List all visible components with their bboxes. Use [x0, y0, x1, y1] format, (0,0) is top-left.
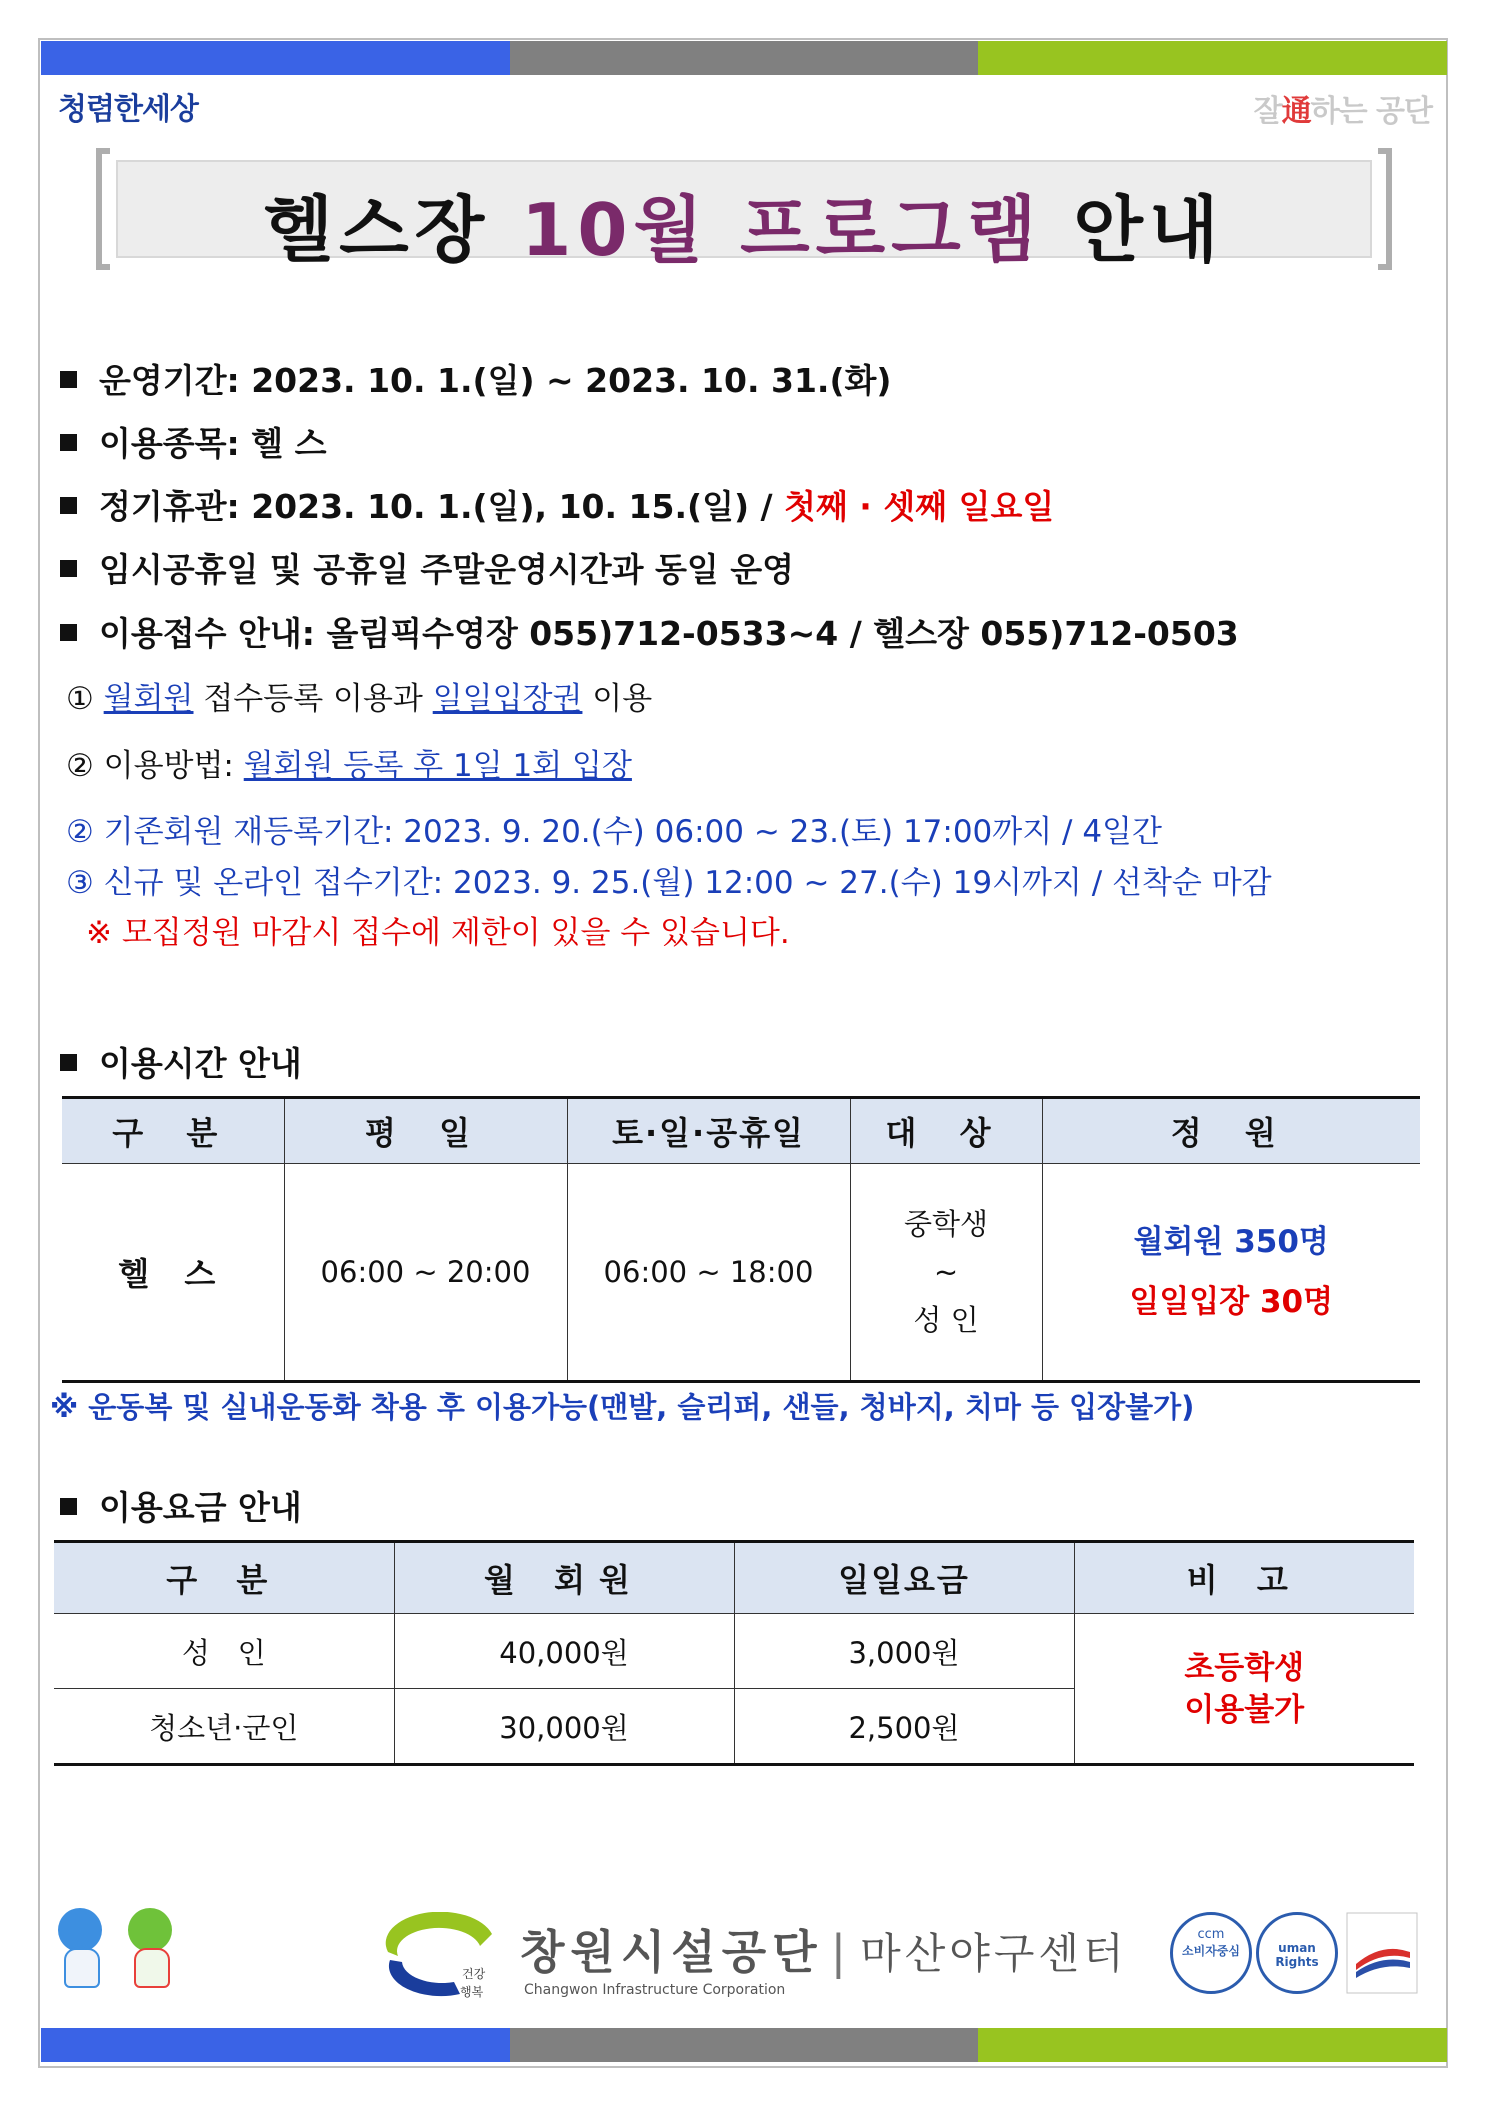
svg-text:건강: 건강	[462, 1967, 486, 1981]
fee-monthly: 40,000원	[394, 1614, 734, 1689]
info-closed: 정기휴관: 2023. 10. 1.(일), 10. 15.(일) / 첫째 · 셋째 일요일	[60, 481, 1054, 528]
hours-weekday: 06:00 ~ 20:00	[284, 1164, 567, 1382]
note-2: ② 이용방법: 월회원 등록 후 1일 1회 입장	[66, 748, 632, 784]
corporation-name: 창원시설공단 | 마산야구센터	[520, 1925, 1128, 1979]
daily-ticket-link[interactable]: 일일입장권	[432, 681, 583, 717]
fees-col-daily: 일일요금	[734, 1542, 1074, 1614]
usage-method-link[interactable]: 월회원 등록 후 1일 1회 입장	[243, 748, 632, 784]
fee-remark: 초등학생 이용불가	[1074, 1614, 1414, 1765]
mascot-blue-icon	[52, 1908, 108, 1986]
bottom-color-stripe	[41, 2028, 1447, 2062]
hours-table	[62, 1096, 1420, 1383]
hours-col-category: 구 분	[62, 1098, 284, 1164]
note-3: ② 기존회원 재등록기간: 2023. 9. 20.(수) 06:00 ~ 23.(토) 17:00까지 / 4일간	[66, 814, 1162, 850]
bullet-square-icon	[60, 624, 77, 641]
human-rights-badge-icon: uman Rights	[1256, 1912, 1338, 1994]
fee-daily: 3,000원	[734, 1614, 1074, 1689]
hours-col-target: 대 상	[850, 1098, 1042, 1164]
fee-name: 청소년·군인	[54, 1689, 394, 1765]
certification-mark-icon	[1346, 1912, 1418, 1994]
hours-name: 헬 스	[62, 1164, 284, 1382]
info-holiday: 임시공휴일 및 공휴일 주말운영시간과 동일 운영	[60, 544, 794, 591]
bullet-square-icon	[60, 371, 77, 388]
corporation-english-name: Changwon Infrastructure Corporation	[524, 1982, 786, 1998]
fees-heading: 이용요금 안내	[60, 1482, 302, 1529]
fees-table	[54, 1540, 1414, 1766]
fees-col-category: 구 분	[54, 1542, 394, 1614]
corporation-emblem-icon	[380, 1912, 500, 2002]
hours-target: 중학생 ~ 성 인	[850, 1164, 1042, 1382]
integrity-logo: 청렴한세상	[58, 92, 198, 127]
slogan-logo: 잘通하는 공단	[1253, 94, 1432, 129]
mascot-green-icon	[122, 1908, 178, 1986]
table-row	[54, 1614, 1414, 1689]
footer	[0, 1908, 1488, 2018]
hours-col-weekend: 토·일·공휴일	[567, 1098, 850, 1164]
note-1: ① 월회원 접수등록 이용과 일일입장권 이용	[66, 681, 653, 717]
fee-daily: 2,500원	[734, 1689, 1074, 1765]
bullet-square-icon	[60, 1054, 77, 1071]
hours-col-weekday: 평 일	[284, 1098, 567, 1164]
table-row	[62, 1164, 1420, 1382]
hours-capacity: 월회원 350명 일일입장 30명	[1042, 1164, 1420, 1382]
hours-note: ※ 운동복 및 실내운동화 착용 후 이용가능(맨발, 슬리퍼, 샌들, 청바지, 치마 등 입장불가)	[50, 1390, 1195, 1424]
svg-text:행복: 행복	[460, 1985, 484, 1999]
top-color-stripe	[41, 41, 1447, 75]
hours-weekend: 06:00 ~ 18:00	[567, 1164, 850, 1382]
hours-col-capacity: 정 원	[1042, 1098, 1420, 1164]
note-5: ※ 모집정원 마감시 접수에 제한이 있을 수 있습니다.	[86, 915, 790, 951]
page-title: 헬스장 10월 프로그램 안내	[263, 188, 1225, 272]
fee-name: 성 인	[54, 1614, 394, 1689]
note-4: ③ 신규 및 온라인 접수기간: 2023. 9. 25.(월) 12:00 ~ 27.(수) 19시까지 / 선착순 마감	[66, 865, 1272, 901]
info-contact: 이용접수 안내: 올림픽수영장 055)712-0533~4 / 헬스장 055)712-0503	[60, 608, 1239, 655]
fee-monthly: 30,000원	[394, 1689, 734, 1765]
bullet-square-icon	[60, 560, 77, 577]
bullet-square-icon	[60, 434, 77, 451]
info-period: 운영기간: 2023. 10. 1.(일) ~ 2023. 10. 31.(화)	[60, 355, 892, 402]
fees-col-remark: 비 고	[1074, 1542, 1414, 1614]
info-category: 이용종목: 헬 스	[60, 418, 326, 465]
title-box	[96, 148, 1392, 270]
bullet-square-icon	[60, 497, 77, 514]
fees-col-monthly: 월 회원	[394, 1542, 734, 1614]
hours-heading: 이용시간 안내	[60, 1038, 302, 1085]
bullet-square-icon	[60, 1498, 77, 1515]
monthly-member-link[interactable]: 월회원	[103, 681, 194, 717]
ccm-badge-icon: ccm 소비자중심	[1170, 1912, 1252, 1994]
